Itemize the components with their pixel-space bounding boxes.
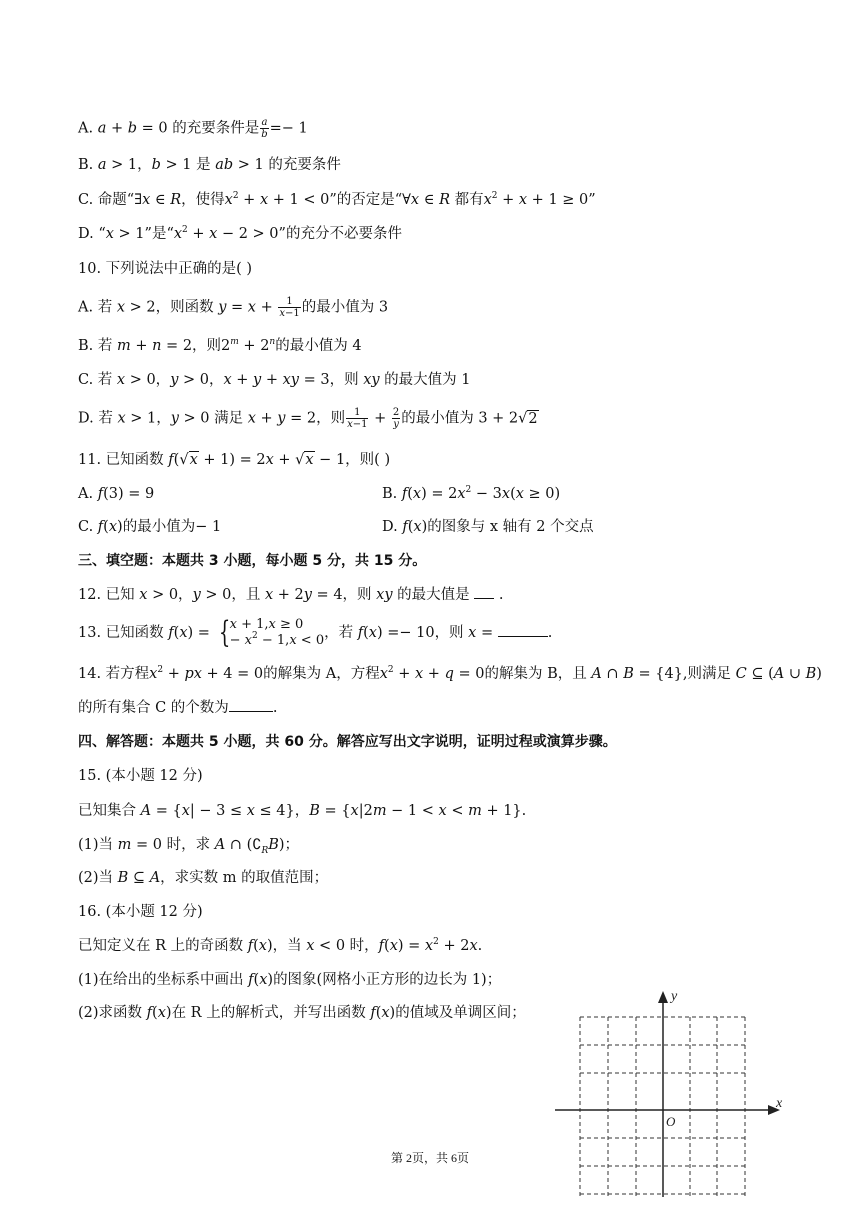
page-footer: 第 2页，共 6页: [390, 1151, 469, 1165]
x-axis-label: x: [776, 1096, 783, 1111]
coordinate-grid: [550, 985, 790, 1200]
q9-option-d: D. “x > 1”是“$x^2 + x - 2 > 0$”的充分不必要条件: [78, 225, 402, 242]
q12: 12. 已知 x > 0，y > 0，且 x + 2y = 4，则 xy 的最大值是 .: [78, 587, 504, 603]
q9-option-a: A. a + b = 0 的充要条件是 $\frac{a}{b}$ =− 1: [78, 117, 308, 140]
q10-option-a: A. 若 x > 2，则函数 y = x + $\frac{1}{x-1}$ 的最小值为 3: [78, 296, 389, 319]
fraction-a-over-b: $\frac{a}{b}$: [261, 117, 268, 140]
q15-part2: (2)当 B ⊆ A，求实数 m 的取值范围；: [78, 870, 329, 886]
q15-stem: 已知集合 A = {x| − 3 ≤ x ≤ 4}，B = {x|2m − 1 < x < m + 1}.: [78, 803, 527, 819]
q10-option-c: C. 若 x > 0，y > 0，x + y + xy = 3，则 xy 的最大值为 1: [78, 372, 471, 388]
piecewise-cases: x + 1,x ≥ 0 − $x^2 - 1,x < 0$: [229, 617, 325, 648]
q16-part1: (1)在给出的坐标系中画出 f(x)的图象(网格小正方形的边长为 1)；: [78, 972, 502, 988]
origin-label: O: [666, 1114, 676, 1129]
q11-option-c: C. f(x)的最小值为− 1: [78, 519, 222, 535]
q15-part1: (1)当 m = 0 时，求 A ∩ $(∁_RB)$；: [78, 837, 300, 856]
q15-heading: 15. (本小题 12 分): [78, 768, 203, 784]
q9-option-c: C. 命题“∃x ∈ R，使得$x^2 + x + 1 < 0$”的否定是“∀x ∈ R 都有$x^2 + x + 1 \ge 0$”: [78, 191, 596, 208]
q16-part2: (2)求函数 f(x)在 R 上的解析式，并写出函数 f(x)的值域及单调区间；: [78, 1005, 526, 1021]
section-4-heading: 四、解答题：本题共 5 小题，共 60 分。解答应写出文字说明，证明过程或演算步骤。: [78, 734, 617, 750]
q14-line1: 14. 若方程$x^2$ + px + 4 = 0的解集为 A，方程$x^2 + x + q = 0$的解集为 B，且 A ∩ B = {4},则满足 C ⊆ (A ∪ B): [78, 665, 822, 682]
q10-option-d: D. 若 x > 1，y > 0 满足 x + y = 2，则 $\frac{1}{x-1}$ + $\frac{2}{y}$ 的最小值为 3 + 2√2: [78, 407, 538, 430]
q11-option-d: D. f(x)的图象与 x 轴有 2 个交点: [382, 519, 594, 535]
q14-line2: 的所有集合 C 的个数为 .: [78, 700, 278, 716]
q13: 13. 已知函数 f(x) = { x + 1,x ≥ 0 − $x^2 - 1,x < 0$ ，若 f(x) =− 10，则 x = .: [78, 615, 553, 650]
q16-stem: 已知定义在 R 上的奇函数 f(x)，当 x < 0 时，$f(x) = x^2 + 2x$.: [78, 937, 483, 954]
answer-blank: [229, 711, 273, 712]
q10-option-b: B. 若 m + n = 2，则$2^m + 2^n$的最小值为 4: [78, 337, 362, 354]
section-3-heading: 三、填空题：本题共 3 小题，每小题 5 分，共 15 分。: [78, 553, 427, 569]
answer-blank: [474, 598, 494, 599]
q10-stem: 10. 下列说法中正确的是( ): [78, 261, 253, 277]
answer-blank: [498, 636, 548, 637]
q9-option-b: B. a > 1，b > 1 是 ab > 1 的充要条件: [78, 157, 341, 173]
y-axis-label: y: [671, 989, 678, 1004]
q11-stem: 11. 已知函数 f(√x + 1) = 2x + √x − 1，则( ): [78, 452, 391, 468]
y-axis-arrow: [658, 991, 668, 1003]
q11-option-b: B. $f(x) = 2x^2 - 3x(x \ge 0)$: [382, 485, 561, 502]
q11-option-a: A. f(3) = 9: [78, 486, 155, 502]
q16-heading: 16. (本小题 12 分): [78, 904, 203, 920]
